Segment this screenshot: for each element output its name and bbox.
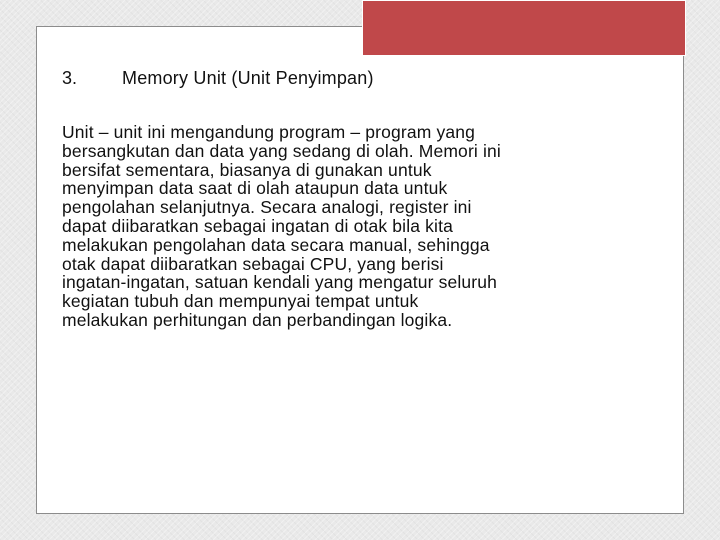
body-line: melakukan pengolahan data secara manual, sehingga [62,234,490,255]
accent-tab [362,0,686,56]
heading-title: Memory Unit (Unit Penyimpan) [122,68,374,88]
body-line: ingatan-ingatan, satuan kendali yang mengatur seluruh [62,272,498,293]
body-line: kegiatan tubuh dan mempunyai tempat untuk [62,291,419,312]
body-line: bersangkutan dan data yang sedang di olah. Memori ini [62,140,501,161]
body-line: menyimpan data saat di olah ataupun data untuk [62,178,448,199]
body-line: dapat diibaratkan sebagai ingatan di otak bila kita [62,215,453,236]
body-line: otak dapat diibaratkan sebagai CPU, yang berisi [62,253,444,274]
body-line: pengolahan selanjutnya. Secara analogi, register ini [62,197,472,218]
body-line: Unit – unit ini mengandung program – program yang [62,122,476,142]
heading-number: 3. [62,68,78,88]
body-paragraph [62,123,622,330]
body-line: melakukan perhitungan dan perbandingan logika. [62,309,453,330]
body-line: bersifat sementara, biasanya di gunakan untuk [62,159,432,180]
